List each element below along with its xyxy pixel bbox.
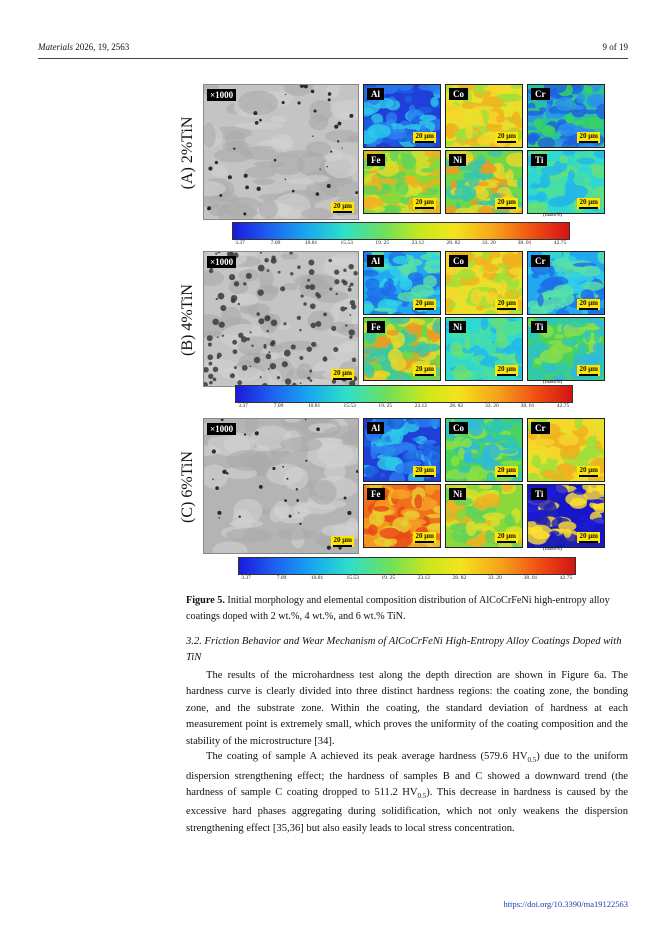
scale-bar: [577, 466, 600, 477]
element-map-fe: [363, 150, 441, 214]
scale-bar-label: 20 μm: [333, 369, 352, 377]
element-label: Ni: [449, 488, 466, 500]
element-label: Al: [367, 88, 384, 100]
citation-numbers: 2026, 19, 2563: [73, 42, 130, 52]
colorbar-tick-label: 10.81: [304, 240, 318, 246]
row-label: (A) 2%TiN: [179, 116, 196, 190]
colorbar-tick-label: 23.12: [414, 403, 427, 409]
colorbar-tick-label: 42.75: [559, 575, 573, 581]
colorbar-tick-label: 15.53: [346, 575, 359, 581]
scale-bar: [413, 132, 436, 143]
scale-bar-line: [333, 211, 352, 213]
page-number: 9 of 19: [602, 42, 628, 52]
element-label: Co: [449, 88, 468, 100]
colorbar-tick-label: 38. 01: [523, 575, 538, 581]
element-label: Cr: [531, 422, 550, 434]
scale-bar-label: 20 μm: [497, 198, 516, 206]
scale-bar-label: 20 μm: [497, 466, 516, 474]
element-map-al: [363, 84, 441, 148]
scale-bar-label: 20 μm: [497, 532, 516, 540]
element-map-cr: [527, 84, 605, 148]
scale-bar-label: 20 μm: [415, 466, 434, 474]
colorbar-tick-label: 28. 82: [446, 240, 461, 246]
scale-bar: [413, 299, 436, 310]
element-map-cr: [527, 418, 605, 482]
colorbar-tick-label: 3.37: [235, 240, 245, 246]
scale-bar-line: [497, 374, 516, 376]
scale-bar: [495, 132, 518, 143]
sem-image: [203, 418, 359, 554]
scale-bar: [577, 532, 600, 543]
scale-bar-label: 20 μm: [333, 202, 352, 210]
sem-image: [203, 84, 359, 220]
scale-bar: [413, 365, 436, 376]
colorbar-tick-label: 38. 01: [520, 403, 535, 409]
colorbar-tick-label: 15.53: [343, 403, 356, 409]
colorbar-tick-label: 10.81: [307, 403, 321, 409]
scale-bar-line: [415, 308, 434, 310]
scale-bar-label: 20 μm: [579, 132, 598, 140]
colorbar: [232, 222, 570, 240]
element-map-fe: [363, 484, 441, 548]
colorbar-ticks: [238, 575, 574, 583]
scale-bar-line: [415, 374, 434, 376]
scale-bar: [495, 198, 518, 209]
journal-name: Materials: [38, 42, 73, 52]
journal-citation: [38, 42, 129, 52]
scale-bar-line: [579, 308, 598, 310]
colorbar-tick-label: 19. 25: [378, 403, 393, 409]
scale-bar-label: 20 μm: [579, 299, 598, 307]
element-map-ni: [445, 484, 523, 548]
scale-bar: [577, 365, 600, 376]
scale-bar-label: 20 μm: [497, 365, 516, 373]
scale-bar-line: [497, 541, 516, 543]
scale-bar-line: [415, 141, 434, 143]
scale-bar-line: [579, 475, 598, 477]
scale-bar: [495, 299, 518, 310]
scale-bar-line: [579, 141, 598, 143]
element-label: Ni: [449, 154, 466, 166]
header-rule: [38, 58, 628, 59]
scale-bar: [413, 466, 436, 477]
element-map-co: [445, 418, 523, 482]
element-label: Cr: [531, 88, 550, 100]
colorbar-tick-label: 33. 20: [482, 240, 496, 246]
scale-bar-line: [415, 541, 434, 543]
colorbar-tick-label: 38. 01: [517, 240, 532, 246]
paragraph-1: The results of the microhardness test along the depth direction are shown in Figure 6a. The hardness curve is clearly divided into three distinct hardness regions: the coating zone, the bonding zone, and the substrate zone. Within the coating, the standard deviation of hardness at each measurement point is extremely small, which proves the uniformity of the coating composition and the stability of the microstructure [34].: [186, 670, 628, 747]
scale-bar: [331, 369, 354, 380]
scale-bar: [577, 299, 600, 310]
scale-bar-line: [415, 475, 434, 477]
paragraph-2: The coating of sample A achieved its peak average hardness (579.6 $HV_{0.5}$) due to the uniform dispersion strengthening effect; the hardness of samples B and C showed a downward trend (the hardness of sample C coating dropped to 511.2 $HV_{0.5}$). This decrease in hardness is caused by the excessive hard phases aggregating during solidification, which not only weakens the dispersion strengthening effect [35,36] but also easily leads to local stress concentration.: [186, 751, 628, 834]
element-label: Fe: [367, 321, 385, 333]
colorbar-tick-label: 10.81: [310, 575, 324, 581]
colorbar-tick-label: 33. 20: [488, 575, 502, 581]
scale-bar-label: 20 μm: [579, 466, 598, 474]
colorbar-tick-label: 28. 82: [449, 403, 464, 409]
scale-bar: [577, 198, 600, 209]
element-label: Ti: [531, 488, 547, 500]
scale-bar-label: 20 μm: [579, 532, 598, 540]
unit-label: (mass%): [543, 546, 563, 552]
running-header: [38, 42, 628, 56]
scale-bar-line: [333, 545, 352, 547]
magnification-label: ×1000: [207, 89, 236, 101]
scale-bar-label: 20 μm: [579, 365, 598, 373]
scale-bar: [577, 132, 600, 143]
element-label: Fe: [367, 488, 385, 500]
colorbar-tick-label: 42.75: [553, 240, 567, 246]
scale-bar-label: 20 μm: [333, 536, 352, 544]
scale-bar-label: 20 μm: [415, 365, 434, 373]
element-label: Cr: [531, 255, 550, 267]
scale-bar: [495, 532, 518, 543]
scale-bar-line: [333, 378, 352, 380]
colorbar-tick-label: 33. 20: [485, 403, 499, 409]
element-label: Al: [367, 422, 384, 434]
colorbar-tick-label: 23.12: [411, 240, 424, 246]
scale-bar-label: 20 μm: [415, 132, 434, 140]
element-label: Ti: [531, 154, 547, 166]
element-label: Co: [449, 255, 468, 267]
row-label: (C) 6%TiN: [179, 451, 196, 523]
colorbar-tick-label: 19. 25: [375, 240, 390, 246]
colorbar-tick-label: 15.53: [340, 240, 353, 246]
element-map-al: [363, 418, 441, 482]
scale-bar-label: 20 μm: [497, 132, 516, 140]
doi-link[interactable]: https://doi.org/10.3390/ma19122563: [503, 899, 628, 909]
element-label: Al: [367, 255, 384, 267]
scale-bar: [413, 198, 436, 209]
scale-bar: [495, 466, 518, 477]
colorbar-tick-label: 7.09: [270, 240, 281, 246]
unit-label: (mass%): [543, 379, 563, 385]
element-label: Ni: [449, 321, 466, 333]
caption-label: Figure 5.: [186, 595, 225, 606]
colorbar-tick-label: 7.09: [273, 403, 284, 409]
magnification-label: ×1000: [207, 256, 236, 268]
scale-bar: [413, 532, 436, 543]
scale-bar-label: 20 μm: [415, 532, 434, 540]
scale-bar: [331, 536, 354, 547]
element-map-ni: [445, 150, 523, 214]
scale-bar-label: 20 μm: [497, 299, 516, 307]
colorbar-tick-label: 3.37: [241, 575, 251, 581]
element-map-ti: [527, 484, 605, 548]
colorbar-tick-label: 7.09: [276, 575, 287, 581]
scale-bar-line: [497, 475, 516, 477]
scale-bar-line: [497, 207, 516, 209]
scale-bar-line: [415, 207, 434, 209]
colorbar: [238, 557, 576, 575]
scale-bar-label: 20 μm: [579, 198, 598, 206]
element-map-co: [445, 84, 523, 148]
element-label: Ti: [531, 321, 547, 333]
element-map-ti: [527, 150, 605, 214]
unit-label: (mass%): [543, 212, 563, 218]
scale-bar: [331, 202, 354, 213]
element-map-ni: [445, 317, 523, 381]
colorbar-tick-label: 28. 82: [452, 575, 467, 581]
colorbar: [235, 385, 573, 403]
element-map-co: [445, 251, 523, 315]
colorbar-ticks: [235, 403, 571, 411]
figure-caption: [186, 593, 631, 625]
element-label: Fe: [367, 154, 385, 166]
scale-bar-line: [579, 374, 598, 376]
colorbar-tick-label: 23.12: [417, 575, 430, 581]
colorbar-tick-label: 42.75: [556, 403, 570, 409]
scale-bar: [495, 365, 518, 376]
caption-text: Initial morphology and elemental composition distribution of AlCoCrFeNi high-entropy alloy coatings doped with 2 wt.%, 4 wt.%, and 6 wt.% TiN.: [186, 595, 610, 622]
colorbar-tick-label: 19. 25: [381, 575, 396, 581]
scale-bar-line: [497, 141, 516, 143]
element-map-fe: [363, 317, 441, 381]
element-map-cr: [527, 251, 605, 315]
row-label: (B) 4%TiN: [179, 284, 196, 356]
scale-bar-line: [579, 207, 598, 209]
sem-image: [203, 251, 359, 387]
element-map-ti: [527, 317, 605, 381]
scale-bar-line: [579, 541, 598, 543]
scale-bar-line: [497, 308, 516, 310]
colorbar-tick-label: 3.37: [238, 403, 248, 409]
element-map-al: [363, 251, 441, 315]
colorbar-ticks: [232, 240, 568, 248]
element-label: Co: [449, 422, 468, 434]
magnification-label: ×1000: [207, 423, 236, 435]
scale-bar-label: 20 μm: [415, 299, 434, 307]
section-heading: 3.2. Friction Behavior and Wear Mechanism of AlCoCrFeNi High-Entropy Alloy Coatings Doped with TiN: [186, 636, 622, 663]
scale-bar-label: 20 μm: [415, 198, 434, 206]
